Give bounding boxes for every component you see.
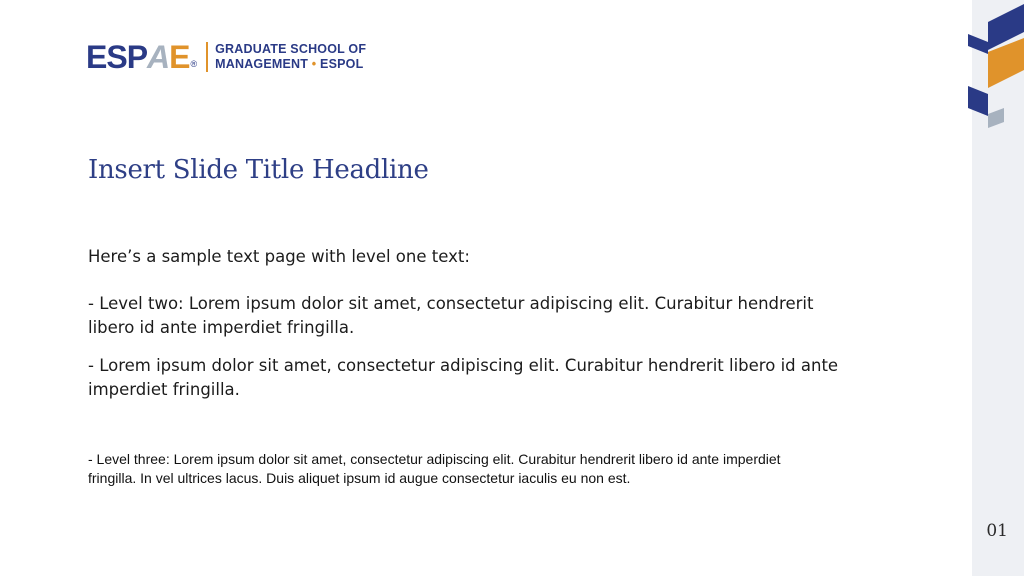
logo-line-1: GRADUATE SCHOOL OF xyxy=(215,42,367,56)
page-number: 01 xyxy=(986,521,1008,541)
logo-line-2 xyxy=(215,57,366,72)
level-two-text-1: - Level two: Lorem ipsum dolor sit amet, consectetur adipiscing elit. Curabitur hendrerit libero id ante imperdiet fringilla. xyxy=(88,294,814,337)
logo-divider xyxy=(206,42,208,72)
espae-logo xyxy=(86,40,366,74)
logo-e: E xyxy=(169,39,190,75)
logo-line-2-right: ESPOL xyxy=(320,57,364,71)
level-three-text: - Level three: Lorem ipsum dolor sit amet, consectetur adipiscing elit. Curabitur hendrerit libero id ante imperdiet fringilla. In vel ultrices lacus. Duis aliquet ipsum id augue consectetur iaculis eu non est. xyxy=(88,451,781,486)
logo-wordmark xyxy=(86,41,189,73)
slide-title: Insert Slide Title Headline xyxy=(88,155,429,185)
level-two-text-2: - Lorem ipsum dolor sit amet, consectetur adipiscing elit. Curabitur hendrerit libero id ante imperdiet fringilla. xyxy=(88,356,839,399)
logo-subtitle xyxy=(215,42,366,72)
logo-registered-mark: ® xyxy=(190,59,198,69)
decorative-ribbon-graphic xyxy=(968,0,1024,130)
logo-esp: ESP xyxy=(86,39,148,75)
logo-line-2-left: MANAGEMENT xyxy=(215,57,309,71)
logo-a: A xyxy=(147,39,170,75)
level-one-text: Here’s a sample text page with level one text: xyxy=(88,247,470,266)
logo-dot: • xyxy=(311,57,317,71)
